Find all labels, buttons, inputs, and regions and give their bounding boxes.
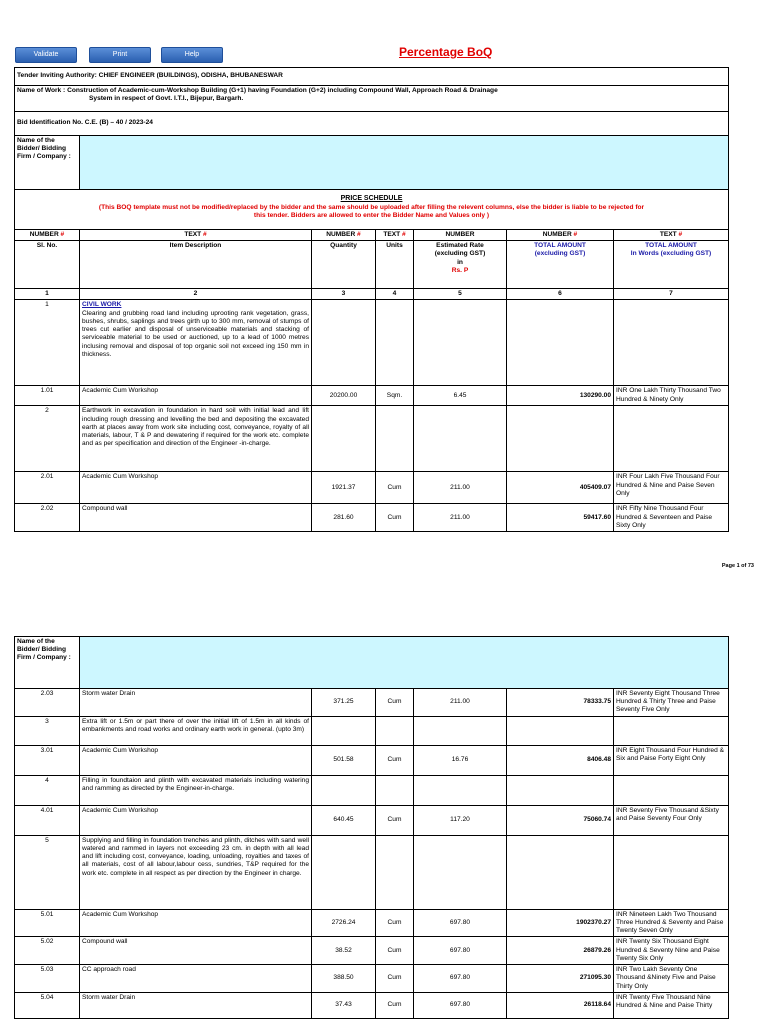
quantity: 640.45 [312, 805, 376, 835]
type-label-text: NUMBER [542, 231, 574, 238]
estimated-rate: 697.80 [414, 965, 507, 993]
table-row [15, 504, 729, 532]
amount-in-words [614, 406, 729, 472]
sl-no: 2 [15, 406, 80, 472]
col-header-rate: Estimated Rate (excluding GST) in Rs. P [414, 241, 507, 289]
sl-no: 4.01 [15, 805, 80, 835]
table-row [15, 716, 729, 745]
estimated-rate: 6.45 [414, 386, 507, 406]
tender-authority: Tender Inviting Authority: CHIEF ENGINEER (BUILDINGS), ODISHA, BHUBANESWAR [15, 68, 729, 86]
estimated-rate: 211.00 [414, 689, 507, 717]
type-label-marker: # [60, 231, 65, 238]
sl-no: 1 [15, 300, 80, 386]
quantity [312, 406, 376, 472]
type-label-text: TEXT [184, 231, 203, 238]
col-header-units: Units [376, 241, 414, 289]
item-description-text: Compound wall [82, 938, 128, 946]
total-amount: 59417.60 [507, 504, 614, 532]
amount-in-words [614, 775, 729, 805]
type-label [312, 230, 376, 241]
estimated-rate: 697.80 [414, 992, 507, 1018]
total-amount [507, 300, 614, 386]
amount-in-words: INR Two Lakh Seventy One Thousand &Ninety Five and Paise Thirty Only [614, 965, 729, 993]
quantity [312, 775, 376, 805]
type-label [614, 230, 729, 241]
bidder-name-label: Name of the Bidder/ Bidding Firm / Company : [15, 136, 80, 190]
page-footer: Page 1 of 73 [721, 563, 754, 569]
item-description [80, 805, 312, 835]
item-description-text: Filling in foundtaion and plinth with excavated materials including watering and ramming as directed by the Engineer-in-charge. [82, 776, 309, 792]
column-number: 5 [414, 289, 507, 300]
type-label [80, 230, 312, 241]
item-description [80, 386, 312, 406]
column-number: 3 [312, 289, 376, 300]
item-description-text: Supplying and filling in foundation trenches and plinth, ditches with sand well watered and rammed in layers not exceeding 23 cm. in depth with all lead and lift including cost, conveyance, loading, unloading, royalties and taxes of all materials, cost of all labour,labour cess, sundries, T&P required for the work etc. complete in all respect as per direction by the Engineer in charge. [82, 836, 309, 877]
item-description [80, 472, 312, 504]
col-header-words: TOTAL AMOUNT In Words (excluding GST) [614, 241, 729, 289]
estimated-rate [414, 406, 507, 472]
total-amount: 26879.26 [507, 937, 614, 965]
estimated-rate: 211.00 [414, 504, 507, 532]
item-description [80, 716, 312, 745]
item-description-text: Compound wall [82, 505, 128, 513]
units: Cum [376, 805, 414, 835]
boq-table-page1 [14, 67, 729, 532]
table-row [15, 937, 729, 965]
item-description [80, 745, 312, 775]
type-label-text: NUMBER [326, 231, 358, 238]
quantity: 388.50 [312, 965, 376, 993]
amount-in-words: INR Seventy Eight Thousand Three Hundred & Thirty Three and Paise Seventy Five Only [614, 689, 729, 717]
table-row [15, 386, 729, 406]
help-button[interactable]: Help [161, 47, 223, 63]
item-description [80, 909, 312, 937]
estimated-rate [414, 300, 507, 386]
item-description-text: Storm water Drain [82, 993, 136, 1001]
total-amount: 1902370.27 [507, 909, 614, 937]
estimated-rate: 117.20 [414, 805, 507, 835]
col-header-desc: Item Description [80, 241, 312, 289]
item-description-text: Academic Cum Workshop [82, 806, 159, 814]
type-label-marker: # [357, 231, 361, 238]
table-row [15, 805, 729, 835]
amount-in-words: INR Nineteen Lakh Two Thousand Three Hundred & Seventy and Paise Twenty Seven Only [614, 909, 729, 937]
estimated-rate [414, 775, 507, 805]
total-amount: 405409.07 [507, 472, 614, 504]
total-amount [507, 406, 614, 472]
sl-no: 2.03 [15, 689, 80, 717]
units: Cum [376, 992, 414, 1018]
units: Cum [376, 937, 414, 965]
type-label: NUMBER [414, 230, 507, 241]
total-amount [507, 775, 614, 805]
type-label [376, 230, 414, 241]
units [376, 835, 414, 909]
units: Cum [376, 472, 414, 504]
item-description-text: Earthwork in excavation in foundation in hard soil with initial lead and lift including rough dressing and levelling the bed and depositing the excavated earth at places away from work site including cost, conveyance, royalty of all materials, labour, T & P and dewatering if required for the work etc. complete and as per specification and direction of the Engineer -in-charge. [82, 407, 309, 448]
table-row [15, 472, 729, 504]
amount-in-words: INR Four Lakh Five Thousand Four Hundred & Nine and Paise Seven Only [614, 472, 729, 504]
total-amount [507, 835, 614, 909]
quantity: 20200.00 [312, 386, 376, 406]
sl-no: 3.01 [15, 745, 80, 775]
estimated-rate [414, 835, 507, 909]
units: Cum [376, 504, 414, 532]
quantity: 501.58 [312, 745, 376, 775]
item-description [80, 965, 312, 993]
amount-in-words: INR Seventy Five Thousand &Sixty and Paise Seventy Four Only [614, 805, 729, 835]
units: Cum [376, 745, 414, 775]
section-heading[interactable]: CIVIL WORK [82, 301, 122, 309]
quantity: 281.60 [312, 504, 376, 532]
units: Cum [376, 909, 414, 937]
total-amount: 78333.75 [507, 689, 614, 717]
units: Sqm. [376, 386, 414, 406]
page-title: Percentage BoQ [399, 45, 493, 59]
type-label-marker: # [573, 231, 578, 238]
amount-in-words: INR Fifty Nine Thousand Four Hundred & Seventeen and Paise Sixty Only [614, 504, 729, 532]
bidder-name-input[interactable] [80, 637, 729, 689]
type-label-marker: # [203, 231, 207, 238]
amount-in-words [614, 300, 729, 386]
table-row [15, 775, 729, 805]
table-row [15, 965, 729, 993]
amount-in-words: INR One Lakh Thirty Thousand Two Hundred & Ninety Only [614, 386, 729, 406]
item-description-text: Academic Cum Workshop [82, 473, 159, 481]
col-header-sl: Sl. No. [15, 241, 80, 289]
estimated-rate: 211.00 [414, 472, 507, 504]
print-button[interactable]: Print [89, 47, 151, 63]
table-row [15, 992, 729, 1018]
amount-in-words [614, 835, 729, 909]
table-row [15, 300, 729, 386]
column-number: 7 [614, 289, 729, 300]
type-label [507, 230, 614, 241]
table-row [15, 909, 729, 937]
type-label-marker: # [402, 231, 406, 238]
total-amount [507, 716, 614, 745]
item-description-text: Extra lift or 1.5m or part there of over the initial lift of 1.5m in all kinds of embankments and road works and ordinary earth work in general. (upto 3m) [82, 717, 309, 733]
type-label-text: NUMBER [29, 231, 61, 238]
amount-in-words: INR Eight Thousand Four Hundred & Six and Paise Forty Eight Only [614, 745, 729, 775]
quantity [312, 835, 376, 909]
column-number: 1 [15, 289, 80, 300]
sl-no: 4 [15, 775, 80, 805]
table-row [15, 745, 729, 775]
total-amount: 75060.74 [507, 805, 614, 835]
bid-identification: Bid Identification No. C.E. (B) – 40 / 2023-24 [15, 112, 729, 136]
column-number: 6 [507, 289, 614, 300]
col-header-amount: TOTAL AMOUNT (excluding GST) [507, 241, 614, 289]
sl-no: 5.03 [15, 965, 80, 993]
sl-no: 5 [15, 835, 80, 909]
estimated-rate: 697.80 [414, 937, 507, 965]
total-amount: 271095.30 [507, 965, 614, 993]
quantity: 37.43 [312, 992, 376, 1018]
boq-table-page2 [14, 636, 729, 1019]
item-description [80, 775, 312, 805]
column-number: 2 [80, 289, 312, 300]
total-amount: 26118.64 [507, 992, 614, 1018]
table-row [15, 835, 729, 909]
col-header-qty: Quantity [312, 241, 376, 289]
quantity: 2726.24 [312, 909, 376, 937]
item-description [80, 992, 312, 1018]
type-label [15, 230, 80, 241]
item-description [80, 689, 312, 717]
quantity: 38.52 [312, 937, 376, 965]
sl-no: 1.01 [15, 386, 80, 406]
item-description [80, 937, 312, 965]
item-description [80, 504, 312, 532]
item-description-text: Clearing and grubbing road land including uprooting rank vegetation, grass, bushes, shrubs, saplings and trees girth up to 300 mm, removal of stumps of trees cut earlier and disposal of unserviceable materials and stacking of serviceable material to be used or auctioned, up to a lead of 1000 metres inclusing removal and disposal of top organic soil not exceed ing 150 mm in thickness. [82, 309, 309, 358]
estimated-rate [414, 716, 507, 745]
bidder-name-label: Name of the Bidder/ Bidding Firm / Company : [15, 637, 80, 689]
total-amount: 8406.48 [507, 745, 614, 775]
type-label-text: TEXT [383, 231, 402, 238]
sl-no: 5.01 [15, 909, 80, 937]
quantity [312, 300, 376, 386]
estimated-rate: 16.76 [414, 745, 507, 775]
item-description-text: CC approach road [82, 966, 136, 974]
quantity: 371.25 [312, 689, 376, 717]
sl-no: 2.01 [15, 472, 80, 504]
validate-button[interactable]: Validate [15, 47, 77, 63]
table-row [15, 406, 729, 472]
quantity [312, 716, 376, 745]
sl-no: 3 [15, 716, 80, 745]
table-row [15, 689, 729, 717]
units [376, 775, 414, 805]
bidder-name-input[interactable] [80, 136, 729, 190]
item-description-text: Academic Cum Workshop [82, 910, 159, 918]
sl-no: 5.02 [15, 937, 80, 965]
name-of-work: Name of Work : Construction of Academic-cum-Workshop Building (G+1) having Foundation (G+2) including Compound Wall, Approach Road & Drainage System in respect of Govt. I.T.I., Bijepur, Bargarh. [15, 86, 729, 112]
type-label-marker: # [678, 231, 683, 238]
total-amount: 130290.00 [507, 386, 614, 406]
units [376, 716, 414, 745]
item-description-text: Academic Cum Workshop [82, 387, 159, 395]
amount-in-words [614, 716, 729, 745]
item-description-text: Academic Cum Workshop [82, 746, 159, 754]
sl-no: 5.04 [15, 992, 80, 1018]
amount-in-words: INR Twenty Five Thousand Nine Hundred & Nine and Paise Thirty [614, 992, 729, 1018]
item-description-text: Storm water Drain [82, 690, 136, 697]
item-description [80, 835, 312, 909]
item-description [80, 406, 312, 472]
column-number: 4 [376, 289, 414, 300]
type-label-text: TEXT [659, 231, 679, 238]
estimated-rate: 697.80 [414, 909, 507, 937]
units [376, 300, 414, 386]
item-description [80, 300, 312, 386]
price-schedule-header: PRICE SCHEDULE (This BOQ template must not be modified/replaced by the bidder and the same should be uploaded after filling the relevent columns, else the bidder is liable to be rejected for this tender. Bidders are allowed to enter the Bidder Name and Values only ) [15, 190, 729, 230]
amount-in-words: INR Twenty Six Thousand Eight Hundred & Seventy Nine and Paise Twenty Six Only [614, 937, 729, 965]
units: Cum [376, 689, 414, 717]
units [376, 406, 414, 472]
units: Cum [376, 965, 414, 993]
quantity: 1921.37 [312, 472, 376, 504]
sl-no: 2.02 [15, 504, 80, 532]
